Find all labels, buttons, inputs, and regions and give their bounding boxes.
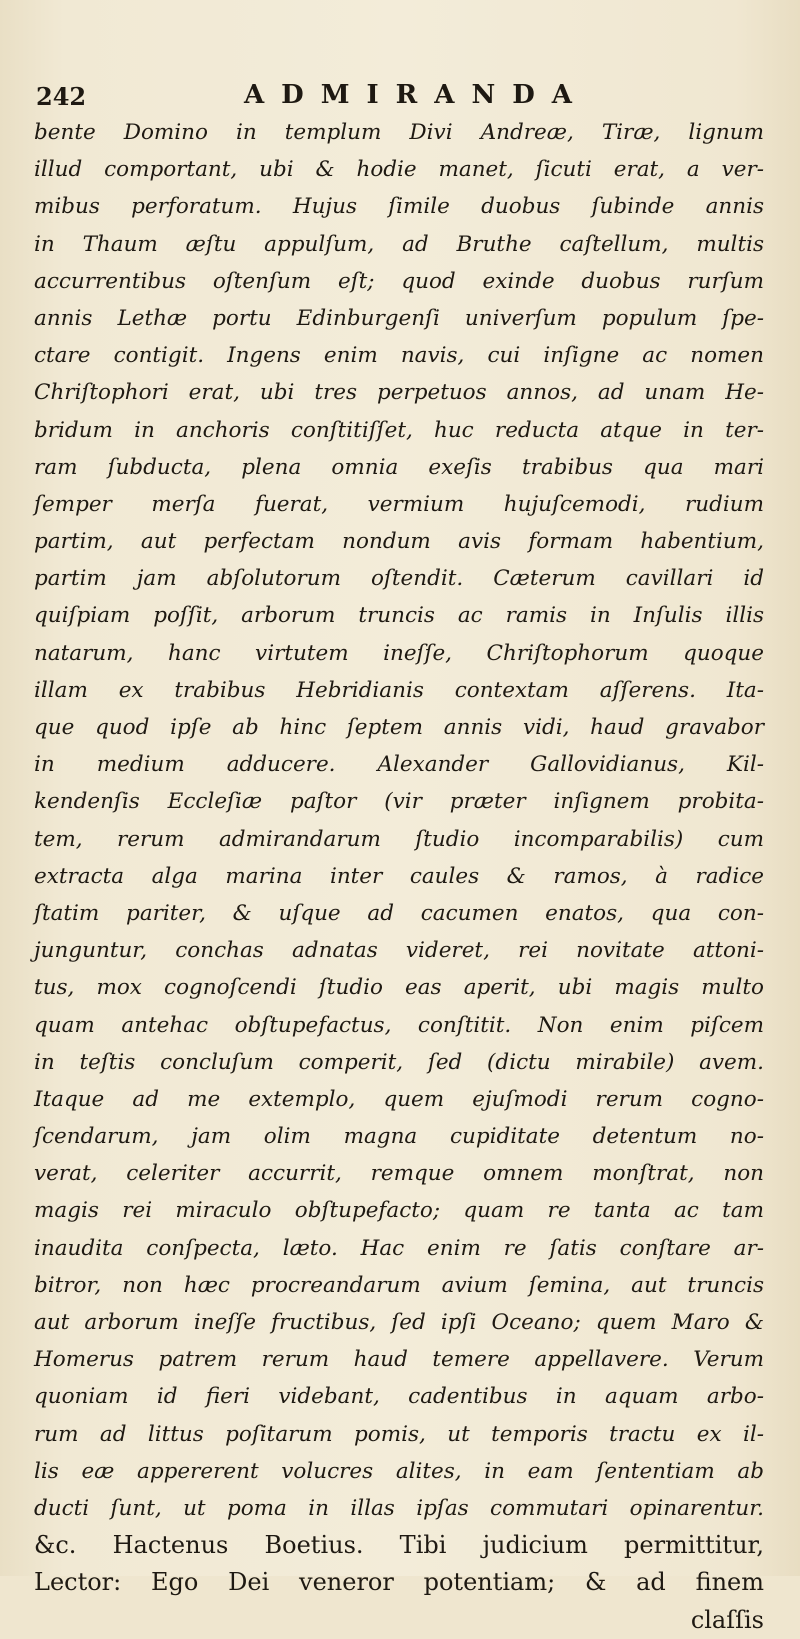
text-line: lis eæ appererent volucres alites, in eam ſententiam ab [34,1458,764,1484]
catchword: claſſis [690,1605,764,1634]
text-line: accurrentibus oſtenſum eſt; quod exinde duobus rurſum [34,268,764,294]
text-line: ctare contigit. Ingens enim navis, cui inſigne ac nomen [34,343,764,369]
text-line: inaudita conſpecta, læto. Hac enim re ſatis conſtare ar- [34,1235,764,1261]
text-line: quoniam id fieri videbant, cadentibus in aquam arbo- [34,1384,764,1410]
text-line: illud comportant, ubi & hodie manet, ſicuti erat, a ver- [34,157,764,183]
text-line: magis rei miraculo obſtupefacto; quam re tanta ac tam [34,1198,764,1224]
text-line: Itaque ad me extemplo, quem ejuſmodi rerum cogno- [34,1086,764,1112]
running-title: ADMIRANDA [244,80,589,110]
text-line: quiſpiam poſſit, arborum truncis ac ramis in Inſulis illis [34,603,764,629]
text-line: Lector: Ego Dei veneror potentiam; & ad finem [34,1568,764,1597]
text-line: bitror, non hæc procreandarum avium ſemina, aut truncis [34,1272,764,1298]
text-line: rum ad littus poſitarum pomis, ut temporis tractu ex il- [34,1421,764,1447]
text-line: ſemper merſa fuerat, vermium hujuſcemodi, rudium [34,491,764,517]
text-line: Chriſtophori erat, ubi tres perpetuos annos, ad unam He- [34,380,764,406]
text-line: bridum in anchoris conſtitiſſet, huc reducta atque in ter- [34,417,764,443]
text-line: &c. Hactenus Boetius. Tibi judicium permittitur, [34,1531,764,1560]
text-line: ſcendarum, jam olim magna cupiditate detentum no- [34,1124,764,1150]
text-line: quam antehac obſtupefactus, conſtitit. Non enim piſcem [34,1012,764,1038]
text-line: Homerus patrem rerum haud temere appellavere. Verum [34,1347,764,1373]
text-line: natarum, hanc virtutem ineſſe, Chriſtophorum quoque [34,640,764,666]
text-line: tus, mox cognoſcendi ſtudio eas aperit, ubi magis multo [34,975,764,1001]
text-line: partim, aut perfectam nondum avis formam habentium, [34,529,764,555]
body-text [34,114,764,1639]
text-line: tem, rerum admirandarum ſtudio incomparabilis) cum [34,826,764,852]
text-line: ſtatim pariter, & uſque ad cacumen enatos, qua con- [34,900,764,926]
text-line: junguntur, conchas adnatas videret, rei novitate attoni- [34,938,764,964]
text-line: que quod ipſe ab hinc ſeptem annis vidi, haud gravabor [34,715,764,740]
text-line: annis Lethæ portu Edinburgenſi univerſum populum ſpe- [34,305,764,331]
text-line: extracta alga marina inter caules & ramos, à radice [34,863,764,889]
text-line: kendenſis Eccleſiæ paſtor (vir præter inſignem probita- [34,789,764,815]
text-line: bente Domino in templum Divi Andreæ, Tiræ, lignum [34,120,764,145]
text-line: in teſtis concluſum comperit, ſed (dictu mirabile) avem. [34,1049,764,1075]
text-line: mibus perforatum. Hujus ſimile duobus ſubinde annis [34,194,764,220]
text-line: ducti ſunt, ut poma in illas ipſas commutari opinarentur. [34,1495,764,1521]
text-line: in medium adducere. Alexander Gallovidianus, Kil- [34,752,764,778]
page-number: 242 [36,82,87,111]
running-head [36,78,760,114]
text-line: aut arborum ineſſe fructibus, ſed ipſi Oceano; quem Maro & [34,1310,764,1335]
text-line: illam ex trabibus Hebridianis contextam aſſerens. Ita- [34,677,764,703]
text-line: partim jam abſolutorum oſtendit. Cæterum cavillari id [34,566,764,592]
text-line: in Thaum æſtu appulſum, ad Bruthe caſtellum, multis [34,231,764,257]
text-line: verat, celeriter accurrit, remque omnem monſtrat, non [34,1161,764,1187]
text-line: ram ſubducta, plena omnia exeſis trabibus qua mari [34,454,764,480]
